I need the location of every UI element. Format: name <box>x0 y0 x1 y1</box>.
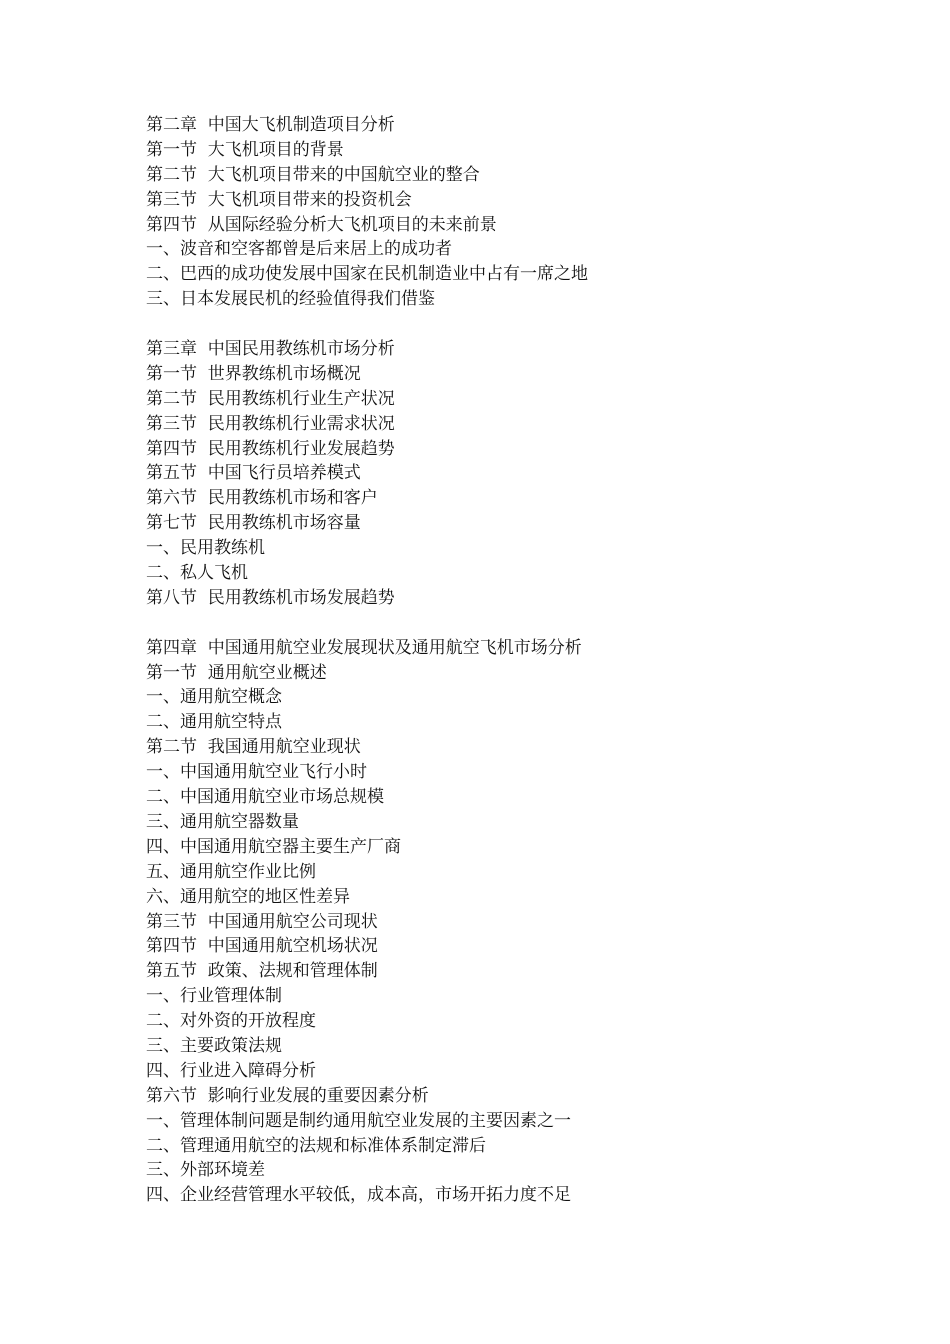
section-heading: 第四节 民用教练机行业发展趋势 <box>146 438 395 459</box>
section-heading: 第八节 民用教练机市场发展趋势 <box>146 587 395 608</box>
list-item: 三、日本发展民机的经验值得我们借鉴 <box>146 289 435 310</box>
list-item: 四、行业进入障碍分析 <box>146 1060 316 1081</box>
section-heading: 第七节 民用教练机市场容量 <box>146 513 361 534</box>
list-item: 二、中国通用航空业市场总规模 <box>146 787 384 808</box>
section-heading: 第五节 政策、法规和管理体制 <box>146 961 378 982</box>
list-item: 一、行业管理体制 <box>146 986 282 1007</box>
blank-line <box>146 312 846 337</box>
section-heading: 第一节 世界教练机市场概况 <box>146 363 361 384</box>
list-item: 一、中国通用航空业飞行小时 <box>146 762 367 783</box>
list-item: 一、民用教练机 <box>146 538 265 559</box>
section-heading: 第四节 中国通用航空机场状况 <box>146 936 378 957</box>
section-heading: 第二节 民用教练机行业生产状况 <box>146 388 395 409</box>
section-heading: 第一节 大飞机项目的背景 <box>146 139 344 160</box>
chapter-heading: 第四章 中国通用航空业发展现状及通用航空飞机市场分析 <box>146 637 582 658</box>
chapter-heading: 第三章 中国民用教练机市场分析 <box>146 339 395 360</box>
list-item: 三、外部环境差 <box>146 1160 265 1181</box>
section-heading: 第二节 我国通用航空业现状 <box>146 737 361 758</box>
document-page <box>146 113 846 1208</box>
list-item: 二、对外资的开放程度 <box>146 1011 316 1032</box>
list-item: 二、巴西的成功使发展中国家在民机制造业中占有一席之地 <box>146 264 588 285</box>
list-item: 四、中国通用航空器主要生产厂商 <box>146 836 401 857</box>
section-heading: 第四节 从国际经验分析大飞机项目的未来前景 <box>146 214 497 235</box>
list-item: 一、管理体制问题是制约通用航空业发展的主要因素之一 <box>146 1110 571 1131</box>
chapter-heading: 第二章 中国大飞机制造项目分析 <box>146 115 395 135</box>
section-heading: 第三节 大飞机项目带来的投资机会 <box>146 189 412 210</box>
section-heading: 第三节 中国通用航空公司现状 <box>146 911 378 932</box>
blank-line <box>146 611 846 636</box>
section-heading: 第五节 中国飞行员培养模式 <box>146 463 361 484</box>
list-item: 三、主要政策法规 <box>146 1035 282 1056</box>
section-heading: 第六节 影响行业发展的重要因素分析 <box>146 1085 429 1106</box>
list-item: 六、通用航空的地区性差异 <box>146 886 350 907</box>
list-item: 三、通用航空器数量 <box>146 811 299 832</box>
list-item: 一、通用航空概念 <box>146 687 282 708</box>
section-heading: 第二节 大飞机项目带来的中国航空业的整合 <box>146 164 480 185</box>
list-item: 二、通用航空特点 <box>146 712 282 733</box>
section-heading: 第三节 民用教练机行业需求状况 <box>146 413 395 434</box>
list-item: 二、管理通用航空的法规和标准体系制定滞后 <box>146 1135 486 1156</box>
list-item: 一、波音和空客都曾是后来居上的成功者 <box>146 239 452 260</box>
list-item: 四、企业经营管理水平较低，成本高，市场开拓力度不足 <box>146 1185 571 1206</box>
list-item: 五、通用航空作业比例 <box>146 861 316 882</box>
list-item: 二、私人飞机 <box>146 563 248 584</box>
section-heading: 第六节 民用教练机市场和客户 <box>146 488 378 509</box>
section-heading: 第一节 通用航空业概述 <box>146 662 327 683</box>
